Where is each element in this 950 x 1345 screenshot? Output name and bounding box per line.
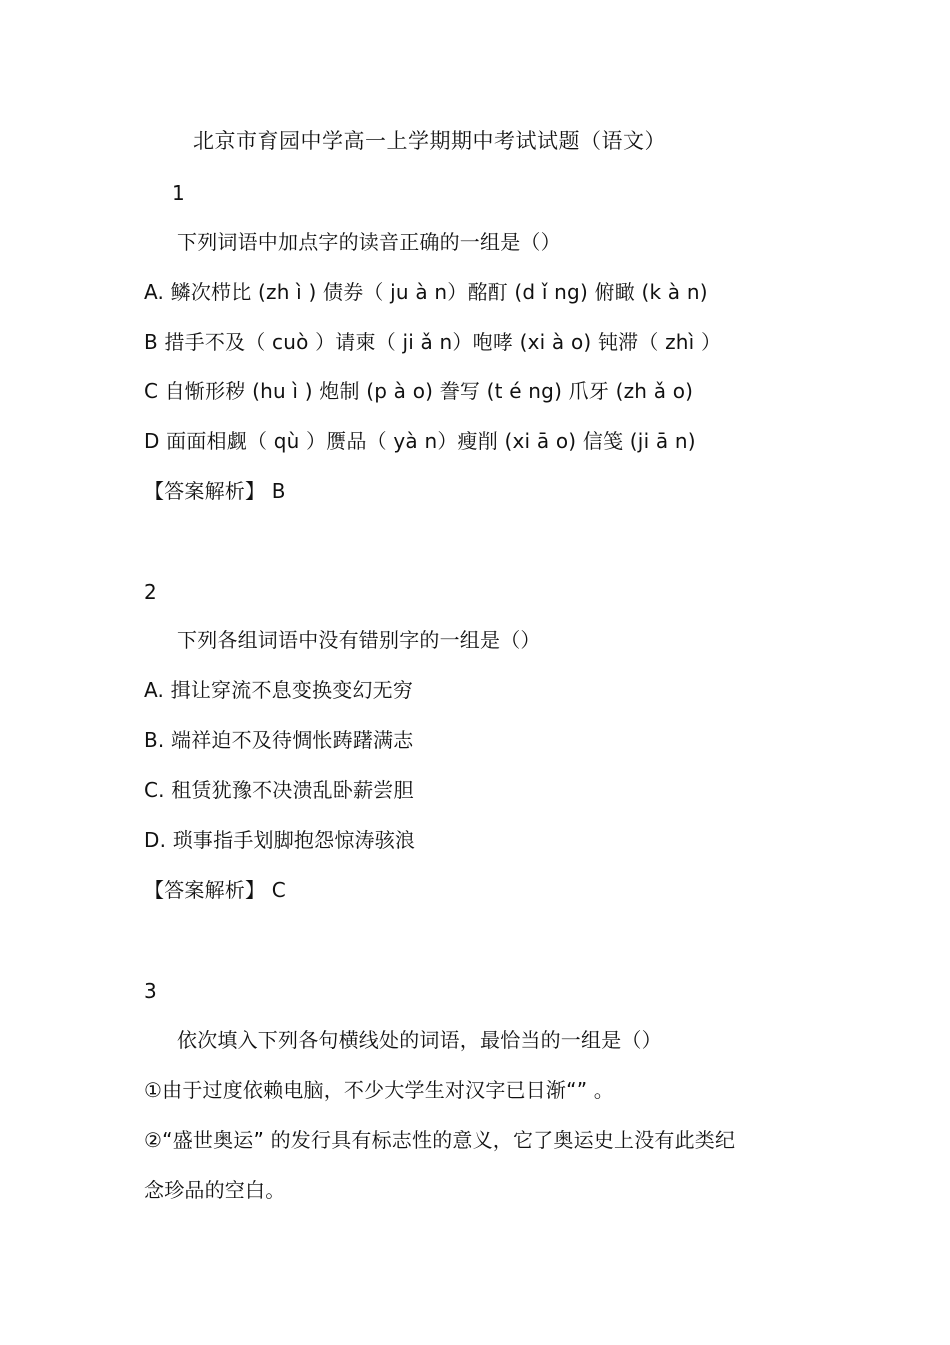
question-3-item-1: ①由于过度依赖电脑，不少大学生对汉字已日渐“” 。 <box>144 1078 615 1102</box>
question-1-option-c: C 自惭形秽 (hu ì ) 炮制 (p à o) 誊写 (t é ng) 爪牙 (zh ǎ o) <box>144 379 694 403</box>
question-3-item-2: ②“盛世奥运” 的发行具有标志性的意义，它了奥运史上没有此类纪 <box>144 1128 736 1152</box>
question-3-stem: 依次填入下列各句横线处的词语，最恰当的一组是（） <box>177 1028 662 1052</box>
question-1-stem: 下列词语中加点字的读音正确的一组是（） <box>177 230 561 254</box>
question-2-option-c: C. 租赁犹豫不决溃乱卧薪尝胆 <box>144 778 414 802</box>
question-3-number: 3 <box>144 979 157 1003</box>
question-2-option-b: B. 端祥迫不及待惆怅踌躇满志 <box>144 728 414 752</box>
question-1-option-b: B 措手不及（ cuò ）请柬（ ji ǎ n）咆哮 (xi à o) 钝滞（ zhì ） <box>144 330 722 354</box>
question-2-answer: 【答案解析】 C <box>144 878 286 902</box>
question-2-option-a: A. 揖让穿流不息变换变幻无穷 <box>144 678 414 702</box>
document-title: 北京市育园中学高一上学期期中考试试题（语文） <box>193 129 666 153</box>
question-2-option-d: D. 琐事指手划脚抱怨惊涛骇浪 <box>144 828 416 852</box>
question-2-stem: 下列各组词语中没有错别字的一组是（） <box>177 628 541 652</box>
question-2-number: 2 <box>144 580 157 604</box>
question-1-number: 1 <box>172 181 185 205</box>
question-3-item-2-continued: 念珍品的空白。 <box>144 1178 286 1202</box>
question-1-answer: 【答案解析】 B <box>144 479 286 503</box>
question-1-option-a: A. 鳞次栉比 (zh ì ) 债券（ ju à n）酩酊 (d ǐ ng) 俯瞰 (k à n) <box>144 280 708 304</box>
question-1-option-d: D 面面相觑（ qù ）赝品（ yà n）瘦削 (xi ā o) 信笺 (ji ā n) <box>144 429 696 453</box>
